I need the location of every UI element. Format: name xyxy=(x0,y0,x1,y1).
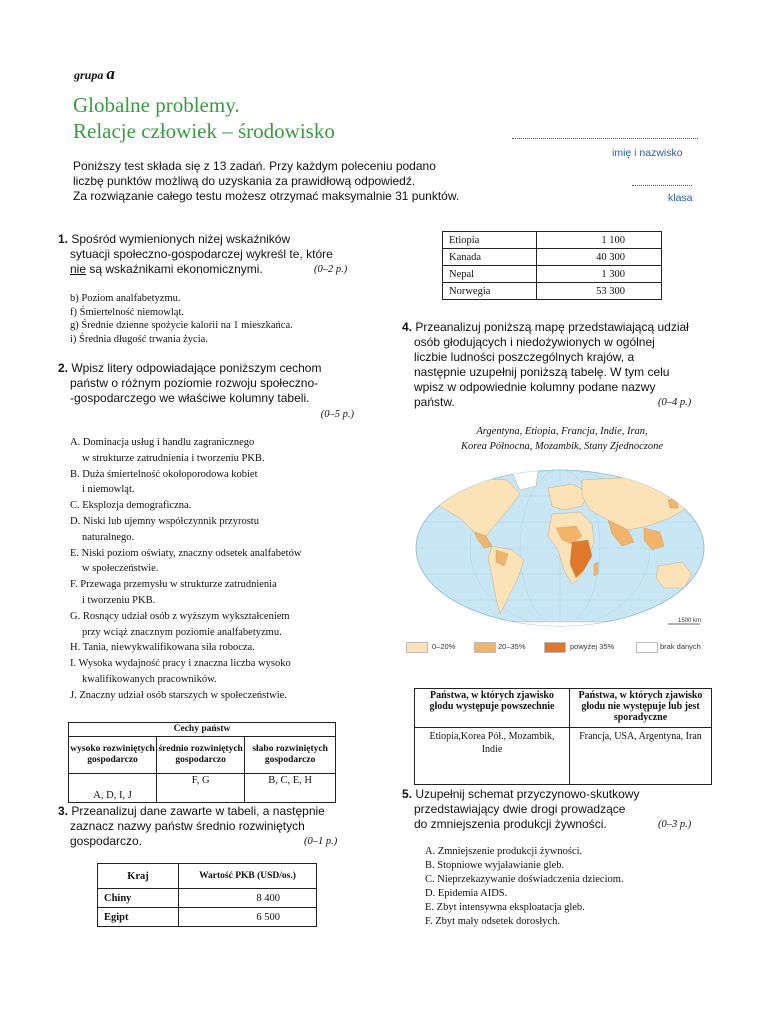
answer-cell[interactable]: Etiopia,Korea Pół., Mozambik, Indie xyxy=(415,728,570,785)
table-header: średnio rozwiniętych gospodarczo xyxy=(157,737,245,774)
country-cell[interactable]: Chiny xyxy=(98,889,179,908)
question-text: gospodarczo. xyxy=(70,834,143,848)
madagascar xyxy=(594,562,598,576)
question-text: przedstawiający dwie drogi prowadzące xyxy=(414,802,626,816)
table-header: Państwa, w których zjawisko głodu występuje powszechnie xyxy=(415,689,570,728)
question-text: Przeanalizuj dane zawarte w tabeli, a następnie xyxy=(71,804,325,818)
country-cell[interactable]: Nepal xyxy=(443,266,537,283)
question-text: Wpisz litery odpowiadające poniższym cechom xyxy=(71,361,322,375)
value-cell: 1 100 xyxy=(537,232,662,249)
feature-item: H. Tania, niewykwalifikowana siła robocza. xyxy=(70,642,255,654)
cause-item: E. Zbyt intensywna eksploatacja gleb. xyxy=(425,902,585,913)
legend-label: 0–20% xyxy=(432,642,456,651)
legend-swatch-light xyxy=(406,642,428,653)
cause-item: F. Zbyt mały odsetek dorosłych. xyxy=(425,916,561,927)
question-text-emphasis: nie xyxy=(70,262,87,276)
hunger-table xyxy=(414,688,712,785)
question-3 xyxy=(58,804,358,849)
country-cell[interactable]: Norwegia xyxy=(443,283,537,300)
gdp-table-q3 xyxy=(97,863,317,927)
antarctica xyxy=(432,622,688,630)
intro-text xyxy=(73,159,503,204)
country-list xyxy=(402,424,722,454)
legend-swatch-mid xyxy=(474,642,496,653)
feature-item: i niemowląt. xyxy=(82,484,135,496)
question-text: liczbie ludności poszczególnych krajów, a xyxy=(414,350,635,364)
feature-item: J. Znaczny udział osób starszych w społeczeństwie. xyxy=(70,689,287,701)
value-cell: 1 300 xyxy=(537,266,662,283)
question-text: państw. xyxy=(414,395,455,409)
country-list-line: Korea Północna, Mozambik, Stany Zjednoczone xyxy=(461,441,663,452)
feature-item: w społeczeństwie. xyxy=(82,563,159,575)
answer-cell[interactable]: Francja, USA, Argentyna, Iran xyxy=(570,728,712,785)
feature-item: przy wciąż znacznym poziomie analfabetyzmu. xyxy=(82,626,282,638)
value-cell: 8 400 xyxy=(179,889,317,908)
group-letter: a xyxy=(106,64,115,83)
q1-answers xyxy=(70,292,293,346)
question-number: 1. xyxy=(58,232,69,246)
question-2 xyxy=(58,361,358,422)
feature-item: F. Przewaga przemysłu w strukturze zatrudnienia xyxy=(70,579,277,591)
question-text: do zmniejszenia produkcji żywności. xyxy=(414,817,607,831)
question-text: sytuacji społeczno-gospodarczej wykreśl te, które xyxy=(70,247,333,261)
intro-line: Poniższy test składa się z 13 zadań. Przy każdym poleceniu podano xyxy=(73,159,436,173)
answer-cell[interactable]: A, D, I, J xyxy=(69,774,157,803)
feature-item: C. Eksplozja demograficzna. xyxy=(70,500,192,512)
answer-item[interactable]: i) Średnia długość trwania życia. xyxy=(70,333,208,345)
points-label: (0–2 p.) xyxy=(314,264,348,275)
answer-item[interactable]: f) Śmiertelność niemowląt. xyxy=(70,306,185,318)
world-hunger-map xyxy=(412,466,708,630)
name-field-line[interactable] xyxy=(512,137,698,139)
question-text: Spośród wymienionych niżej wskaźników xyxy=(71,232,291,246)
feature-item: A. Dominacja usług i handlu zagranicznego xyxy=(70,437,255,448)
points-label: (0–1 p.) xyxy=(304,836,338,847)
legend-label: 20–35% xyxy=(498,642,526,651)
gdp-table-continued xyxy=(442,231,662,300)
map-legend xyxy=(406,640,706,656)
country-list-line: Argentyna, Etiopia, Francja, Indie, Iran, xyxy=(476,426,648,437)
group-label-text: grupa xyxy=(74,68,104,82)
class-label: klasa xyxy=(668,192,693,204)
feature-item: kwalifikowanych pracowników. xyxy=(82,673,217,685)
table-caption: Cechy państw xyxy=(69,723,336,737)
question-text: wpisz w odpowiednie kolumny podane nazwy xyxy=(414,380,656,394)
question-5 xyxy=(402,787,722,832)
table-header: wysoko rozwiniętych gospodarczo xyxy=(69,737,157,774)
intro-line: liczbę punktów możliwą do uzyskania za prawidłową odpowiedź. xyxy=(73,174,416,188)
q5-items xyxy=(425,845,624,929)
cause-item: C. Nieprzekazywanie doświadczenia dzieciom. xyxy=(425,874,624,885)
question-text: zaznacz nazwy państw średnio rozwiniętych xyxy=(70,819,305,833)
legend-swatch-nodata xyxy=(636,642,658,653)
points-label: (0–5 p.) xyxy=(320,409,354,420)
intro-line: Za rozwiązanie całego testu możesz otrzymać maksymalnie 31 punktów. xyxy=(73,189,460,203)
page-title xyxy=(73,92,335,144)
question-text: Przeanalizuj poniższą mapę przedstawiającą udział xyxy=(415,320,689,334)
question-text: państw o różnym poziomie rozwoju społeczno- xyxy=(70,376,319,390)
question-text: osób głodujących i niedożywionych w ogólnej xyxy=(414,335,655,349)
group-label xyxy=(74,64,115,84)
answer-item[interactable]: g) Średnie dzienne spożycie kalorii na 1 mieszkańca. xyxy=(70,320,293,331)
question-number: 3. xyxy=(58,804,69,818)
answer-cell[interactable]: B, C, E, H xyxy=(245,774,336,803)
cause-item: B. Stopniowe wyjaławianie gleb. xyxy=(425,860,565,871)
feature-item: G. Rosnący udział osób z wyższym wykształceniem xyxy=(70,610,290,622)
name-label: imię i nazwisko xyxy=(612,147,683,159)
legend-swatch-dark xyxy=(544,642,566,653)
country-cell[interactable]: Kanada xyxy=(443,249,537,266)
points-label: (0–4 p.) xyxy=(658,397,692,408)
points-label: (0–3 p.) xyxy=(658,819,692,830)
question-4 xyxy=(402,320,722,410)
feature-item: E. Niski poziom oświaty, znaczny odsetek analfabetów xyxy=(70,547,302,559)
feature-item: naturalnego. xyxy=(82,531,135,543)
title-line-1: Globalne problemy. xyxy=(73,93,240,117)
question-text: są wskaźnikami ekonomicznymi. xyxy=(89,262,263,276)
question-number: 2. xyxy=(58,361,69,375)
title-line-2: Relacje człowiek – środowisko xyxy=(73,119,335,143)
question-1 xyxy=(58,232,358,277)
value-cell: 40 300 xyxy=(537,249,662,266)
table-header: słabo rozwiniętych gospodarczo xyxy=(245,737,336,774)
cause-item: A. Zmniejszenie produkcji żywności. xyxy=(425,846,583,857)
legend-label: brak danych xyxy=(660,642,701,651)
scale-bar xyxy=(668,618,701,624)
question-number: 4. xyxy=(402,320,413,334)
scale-label: 1500 km xyxy=(678,618,702,624)
question-number: 5. xyxy=(402,787,413,801)
table-header: Państwa, w których zjawisko głodu nie występuje lub jest sporadyczne xyxy=(570,689,712,728)
table-header: Wartość PKB (USD/os.) xyxy=(179,864,317,889)
features-table xyxy=(68,722,336,803)
question-text: -gospodarczego we właściwe kolumny tabeli. xyxy=(70,391,310,405)
feature-item: B. Duża śmiertelność okołoporodowa kobiet xyxy=(70,468,258,480)
feature-item: D. Niski lub ujemny współczynnik przyrostu xyxy=(70,515,259,527)
class-field-line[interactable] xyxy=(632,184,692,186)
answer-item[interactable]: b) Poziom analfabetyzmu. xyxy=(70,293,181,304)
value-cell: 53 300 xyxy=(537,283,662,300)
q2-features xyxy=(70,435,301,704)
feature-item: w strukturze zatrudnienia i tworzeniu PKB. xyxy=(82,452,265,464)
country-cell[interactable]: Etiopia xyxy=(443,232,537,249)
table-header: Kraj xyxy=(98,864,179,889)
question-text: Uzupełnij schemat przyczynowo-skutkowy xyxy=(415,787,640,801)
cause-item: D. Epidemia AIDS. xyxy=(425,888,508,899)
question-text: następnie uzupełnij poniższą tabelę. W tym celu xyxy=(414,365,670,379)
country-cell[interactable]: Egipt xyxy=(98,908,179,927)
value-cell: 6 500 xyxy=(179,908,317,927)
legend-label: powyżej 35% xyxy=(570,642,615,651)
feature-item: I. Wysoka wydajność pracy i znaczna liczba wysoko xyxy=(70,658,291,670)
answer-cell[interactable]: F, G xyxy=(157,774,245,803)
feature-item: i tworzeniu PKB. xyxy=(82,594,156,606)
